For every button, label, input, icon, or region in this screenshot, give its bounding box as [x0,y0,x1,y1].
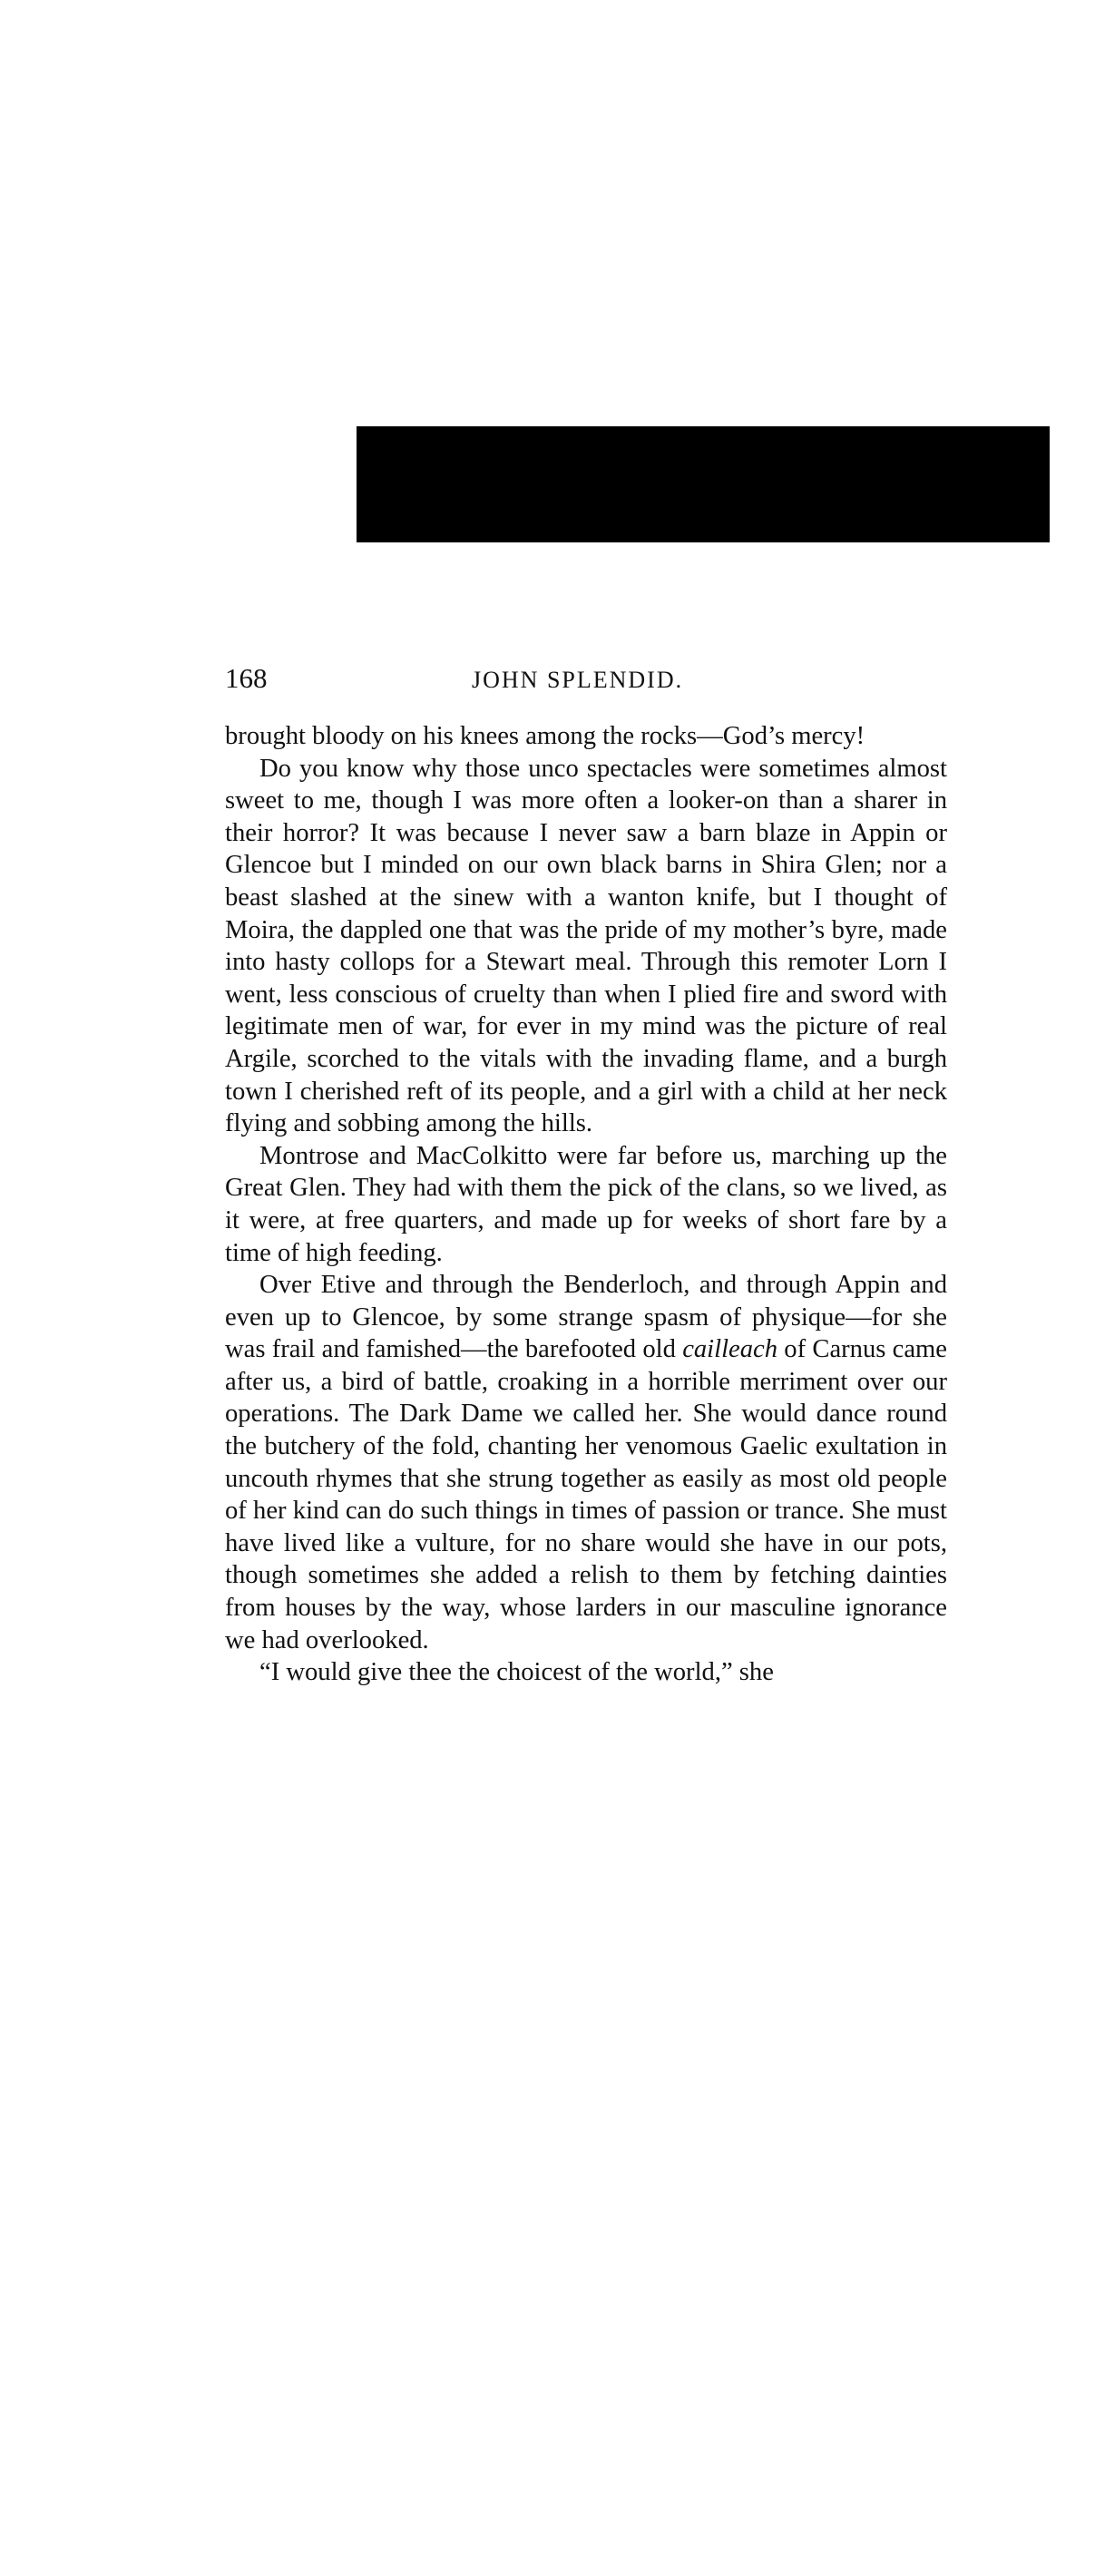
italic-term: cailleach [682,1335,777,1364]
paragraph: Do you know why those unco spectacles were sometimes almost sweet to me, though I was more often a looker-on than a sharer in their horror? It was because I never saw a barn blaze in Appin or Glencoe but I minded on our own black barns in Shira Glen; nor a beast slashed at the sinew with a wanton knife, but I thought of Moira, the dappled one that was the pride of my mother’s byre, made into hasty collops for a Stewart meal. Through this remoter Lorn I went, less conscious of cruelty than when I plied fire and sword with legitimate men of war, for ever in my mind was the picture of real Argile, scorched to the vitals with the invading flame, and a burgh town I cherished reft of its people, and a girl with a child at her neck flying and sobbing among the hills. [225,754,947,1138]
paragraph-text: of Carnus came after us, a bird of battle, croaking in a horrible merriment over our operations. The Dark Dame we called her. She would dance round the butchery of the fold, chanting her venomous Gaelic exultation in uncouth rhymes that she strung together as easily as most old people of her kind can do such things in times of passion or trance. She must have lived like a vulture, for no share would she have in our pots, though sometimes she added a relish to them by fetching dainties from houses by the way, whose larders in our masculine ignorance we had overlooked. [225,1335,947,1654]
paragraph: “I would give thee the choicest of the world,” she [259,1658,774,1687]
running-head [225,662,947,702]
redaction-bar [357,426,1050,542]
running-title: JOHN SPLENDID. [472,667,684,693]
paragraph [225,1269,947,1656]
paragraph: brought bloody on his knees among the rocks—God’s mercy! [225,722,865,750]
paragraph: Montrose and MacColkitto were far before us, marching up the Great Glen. They had with them the pick of the clans, so we lived, as it were, at free quarters, and made up for weeks of short fare by a time of high feeding. [225,1141,947,1267]
page-number: 168 [225,662,268,694]
paragraph-text: Over Etive and through the Benderloch, and through Appin and even up to Glencoe, by some strange spasm of physique—for she was frail and famished—the barefooted old [225,1271,947,1364]
book-page [225,662,947,1689]
body-text [225,720,947,1689]
